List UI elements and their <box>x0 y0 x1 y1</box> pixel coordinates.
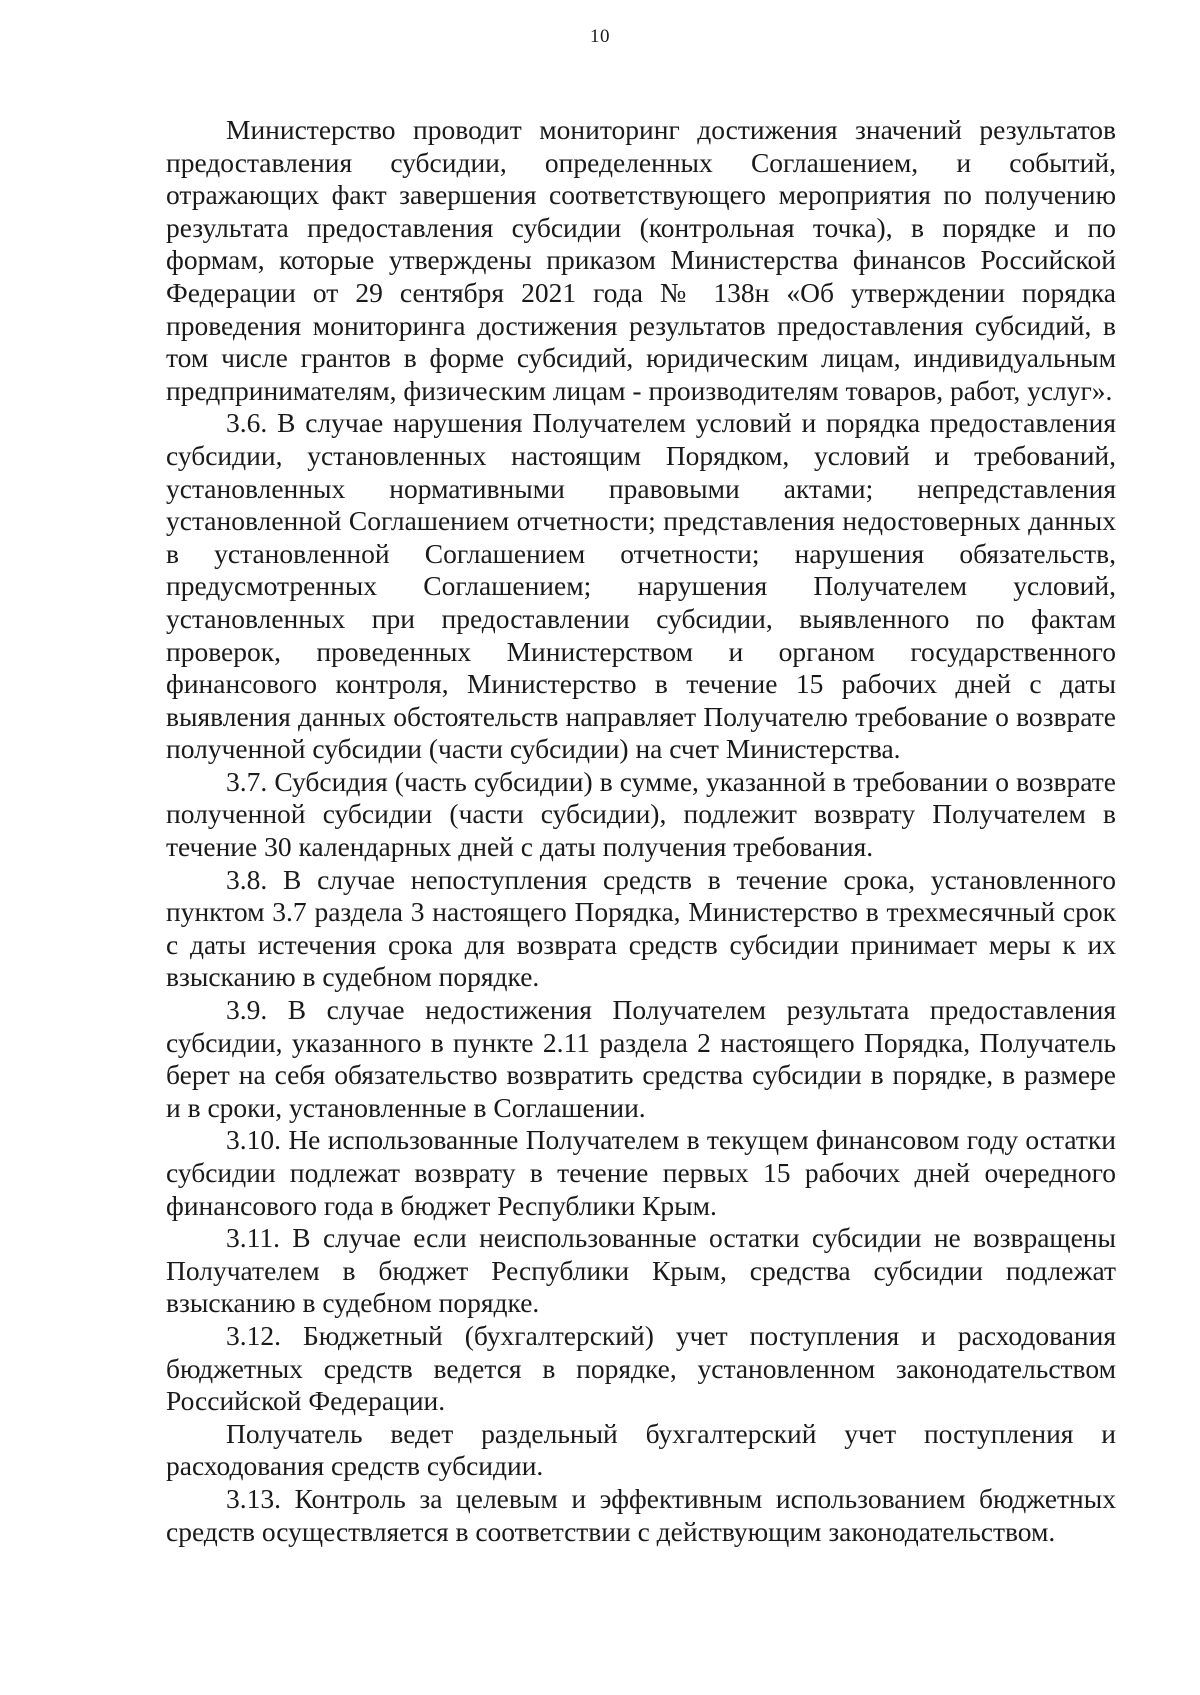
paragraph-monitoring: Министерство проводит мониторинг достижения значений результатов предоставления субсидии, определенных Соглашением, и событий, отражающих факт завершения соответствующего мероприятия по получению результата предоставления субсидии (контрольная точка), в порядке и по формам, которые утверждены приказом Министерства финансов Российской Федерации от 29 сентября 2021 года № 138н «Об утверждении порядка проведения мониторинга достижения результатов предоставления субсидий, в том числе грантов в форме субсидий, юридическим лицам, индивидуальным предпринимателям, физическим лицам - производителям товаров, работ, услуг». <box>166 114 1116 406</box>
paragraph-3-6: 3.6. В случае нарушения Получателем условий и порядка предоставления субсидии, установленных настоящим Порядком, условий и требований, установленных нормативными правовыми актами; непредставления установленной Соглашением отчетности; представления недостоверных данных в установленной Соглашением отчетности; нарушения обязательств, предусмотренных Соглашением; нарушения Получателем условий, установленных при предоставлении субсидии, выявленного по фактам проверок, проведенных Министерством и органом государственного финансового контроля, Министерство в течение 15 рабочих дней с даты выявления данных обстоятельств направляет Получателю требование о возврате полученной субсидии (части субсидии) на счет Министерства. <box>166 407 1116 765</box>
page-number: 10 <box>590 26 610 47</box>
paragraph-3-9: 3.9. В случае недостижения Получателем результата предоставления субсидии, указанного в пункте 2.11 раздела 2 настоящего Порядка, Получатель берет на себя обязательство возвратить средства субсидии в порядке, в размере и в сроки, установленные в Соглашении. <box>166 994 1116 1123</box>
paragraph-3-11: 3.11. В случае если неиспользованные остатки субсидии не возвращены Получателем в бюджет Республики Крым, средства субсидии подлежат взысканию в судебном порядке. <box>166 1222 1116 1319</box>
paragraph-3-12: 3.12. Бюджетный (бухгалтерский) учет поступления и расходования бюджетных средств ведется в порядке, установленном законодательством Российской Федерации. <box>166 1319 1116 1417</box>
paragraph-3-7: 3.7. Субсидия (часть субсидии) в сумме, указанной в требовании о возврате полученной субсидии (части субсидии), подлежит возврату Получателем в течение 30 календарных дней с даты получения требования. <box>166 765 1116 863</box>
paragraph-3-13: 3.13. Контроль за целевым и эффективным использованием бюджетных средств осуществляется в соответствии с действующим законодательством. <box>166 1482 1116 1547</box>
paragraph-3-10: 3.10. Не использованные Получателем в текущем финансовом году остатки субсидии подлежат возврату в течение первых 15 рабочих дней очередного финансового года в бюджет Республики Крым. <box>166 1124 1116 1221</box>
paragraph-separate-accounting: Получатель ведет раздельный бухгалтерский учет поступления и расходования средств субсидии. <box>166 1417 1116 1482</box>
paragraph-3-8: 3.8. В случае непоступления средств в течение срока, установленного пунктом 3.7 раздела 3 настоящего Порядка, Министерство в трехмесячный срок с даты истечения срока для возврата средств субсидии принимает меры к их взысканию в судебном порядке. <box>166 863 1116 993</box>
document-body <box>166 114 1116 1548</box>
